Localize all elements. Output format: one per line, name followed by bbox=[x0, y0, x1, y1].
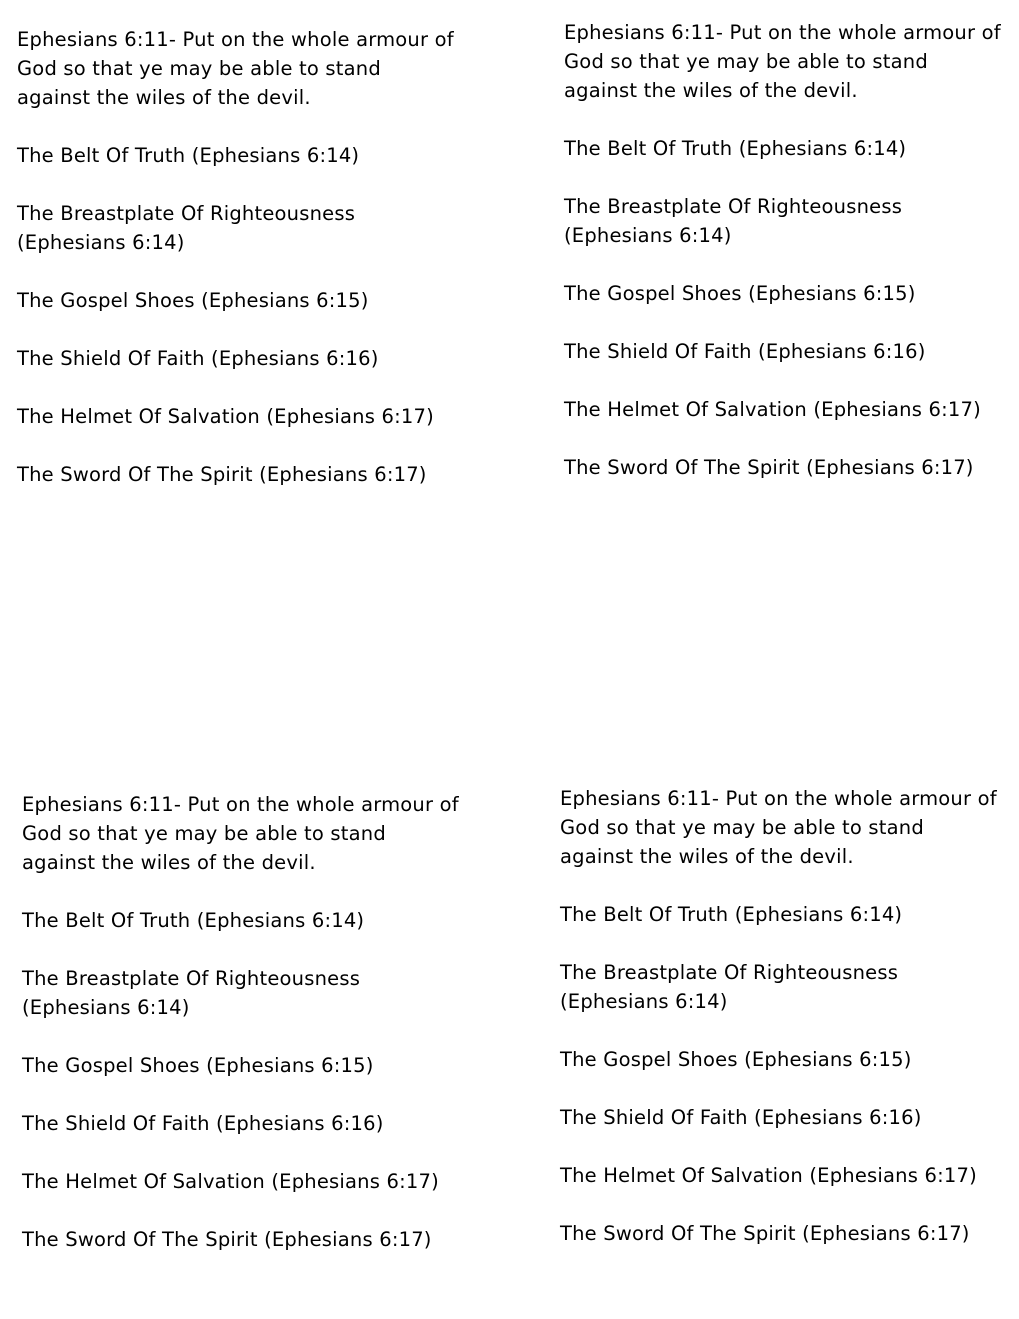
armour-item-shoes: The Gospel Shoes (Ephesians 6:15) bbox=[560, 1048, 912, 1071]
armour-item-belt: The Belt Of Truth (Ephesians 6:14) bbox=[564, 137, 907, 160]
armour-item-helmet: The Helmet Of Salvation (Ephesians 6:17) bbox=[564, 398, 981, 421]
armour-item-sword: The Sword Of The Spirit (Ephesians 6:17) bbox=[17, 463, 427, 486]
verse-text: Ephesians 6:11- Put on the whole armour of God so that ye may be able to stand against the wiles of the devil. bbox=[22, 793, 459, 874]
armour-item-breastplate: The Breastplate Of Righteousness (Ephesians 6:14) bbox=[22, 967, 361, 1019]
armour-item-shoes: The Gospel Shoes (Ephesians 6:15) bbox=[564, 282, 916, 305]
armour-item-shoes: The Gospel Shoes (Ephesians 6:15) bbox=[22, 1054, 374, 1077]
armour-card-top-right bbox=[564, 18, 1009, 482]
verse-text: Ephesians 6:11- Put on the whole armour of God so that ye may be able to stand against the wiles of the devil. bbox=[560, 787, 997, 868]
armour-item-shield: The Shield Of Faith (Ephesians 6:16) bbox=[560, 1106, 922, 1129]
armour-item-sword: The Sword Of The Spirit (Ephesians 6:17) bbox=[22, 1228, 432, 1251]
armour-item-belt: The Belt Of Truth (Ephesians 6:14) bbox=[560, 903, 903, 926]
armour-item-sword: The Sword Of The Spirit (Ephesians 6:17) bbox=[564, 456, 974, 479]
armour-item-sword: The Sword Of The Spirit (Ephesians 6:17) bbox=[560, 1222, 970, 1245]
armour-item-helmet: The Helmet Of Salvation (Ephesians 6:17) bbox=[17, 405, 434, 428]
armour-item-breastplate: The Breastplate Of Righteousness (Ephesians 6:14) bbox=[564, 195, 903, 247]
armour-card-bottom-right bbox=[560, 784, 1005, 1248]
armour-item-belt: The Belt Of Truth (Ephesians 6:14) bbox=[17, 144, 360, 167]
armour-card-bottom-left bbox=[22, 790, 467, 1254]
verse-text: Ephesians 6:11- Put on the whole armour of God so that ye may be able to stand against the wiles of the devil. bbox=[564, 21, 1001, 102]
armour-item-shield: The Shield Of Faith (Ephesians 6:16) bbox=[17, 347, 379, 370]
armour-item-shield: The Shield Of Faith (Ephesians 6:16) bbox=[22, 1112, 384, 1135]
armour-item-shield: The Shield Of Faith (Ephesians 6:16) bbox=[564, 340, 926, 363]
armour-item-shoes: The Gospel Shoes (Ephesians 6:15) bbox=[17, 289, 369, 312]
armour-item-belt: The Belt Of Truth (Ephesians 6:14) bbox=[22, 909, 365, 932]
armour-item-helmet: The Helmet Of Salvation (Ephesians 6:17) bbox=[22, 1170, 439, 1193]
verse-text: Ephesians 6:11- Put on the whole armour of God so that ye may be able to stand against the wiles of the devil. bbox=[17, 28, 454, 109]
armour-item-breastplate: The Breastplate Of Righteousness (Ephesians 6:14) bbox=[17, 202, 356, 254]
armour-item-helmet: The Helmet Of Salvation (Ephesians 6:17) bbox=[560, 1164, 977, 1187]
armour-card-top-left bbox=[17, 25, 462, 489]
armour-item-breastplate: The Breastplate Of Righteousness (Ephesians 6:14) bbox=[560, 961, 899, 1013]
